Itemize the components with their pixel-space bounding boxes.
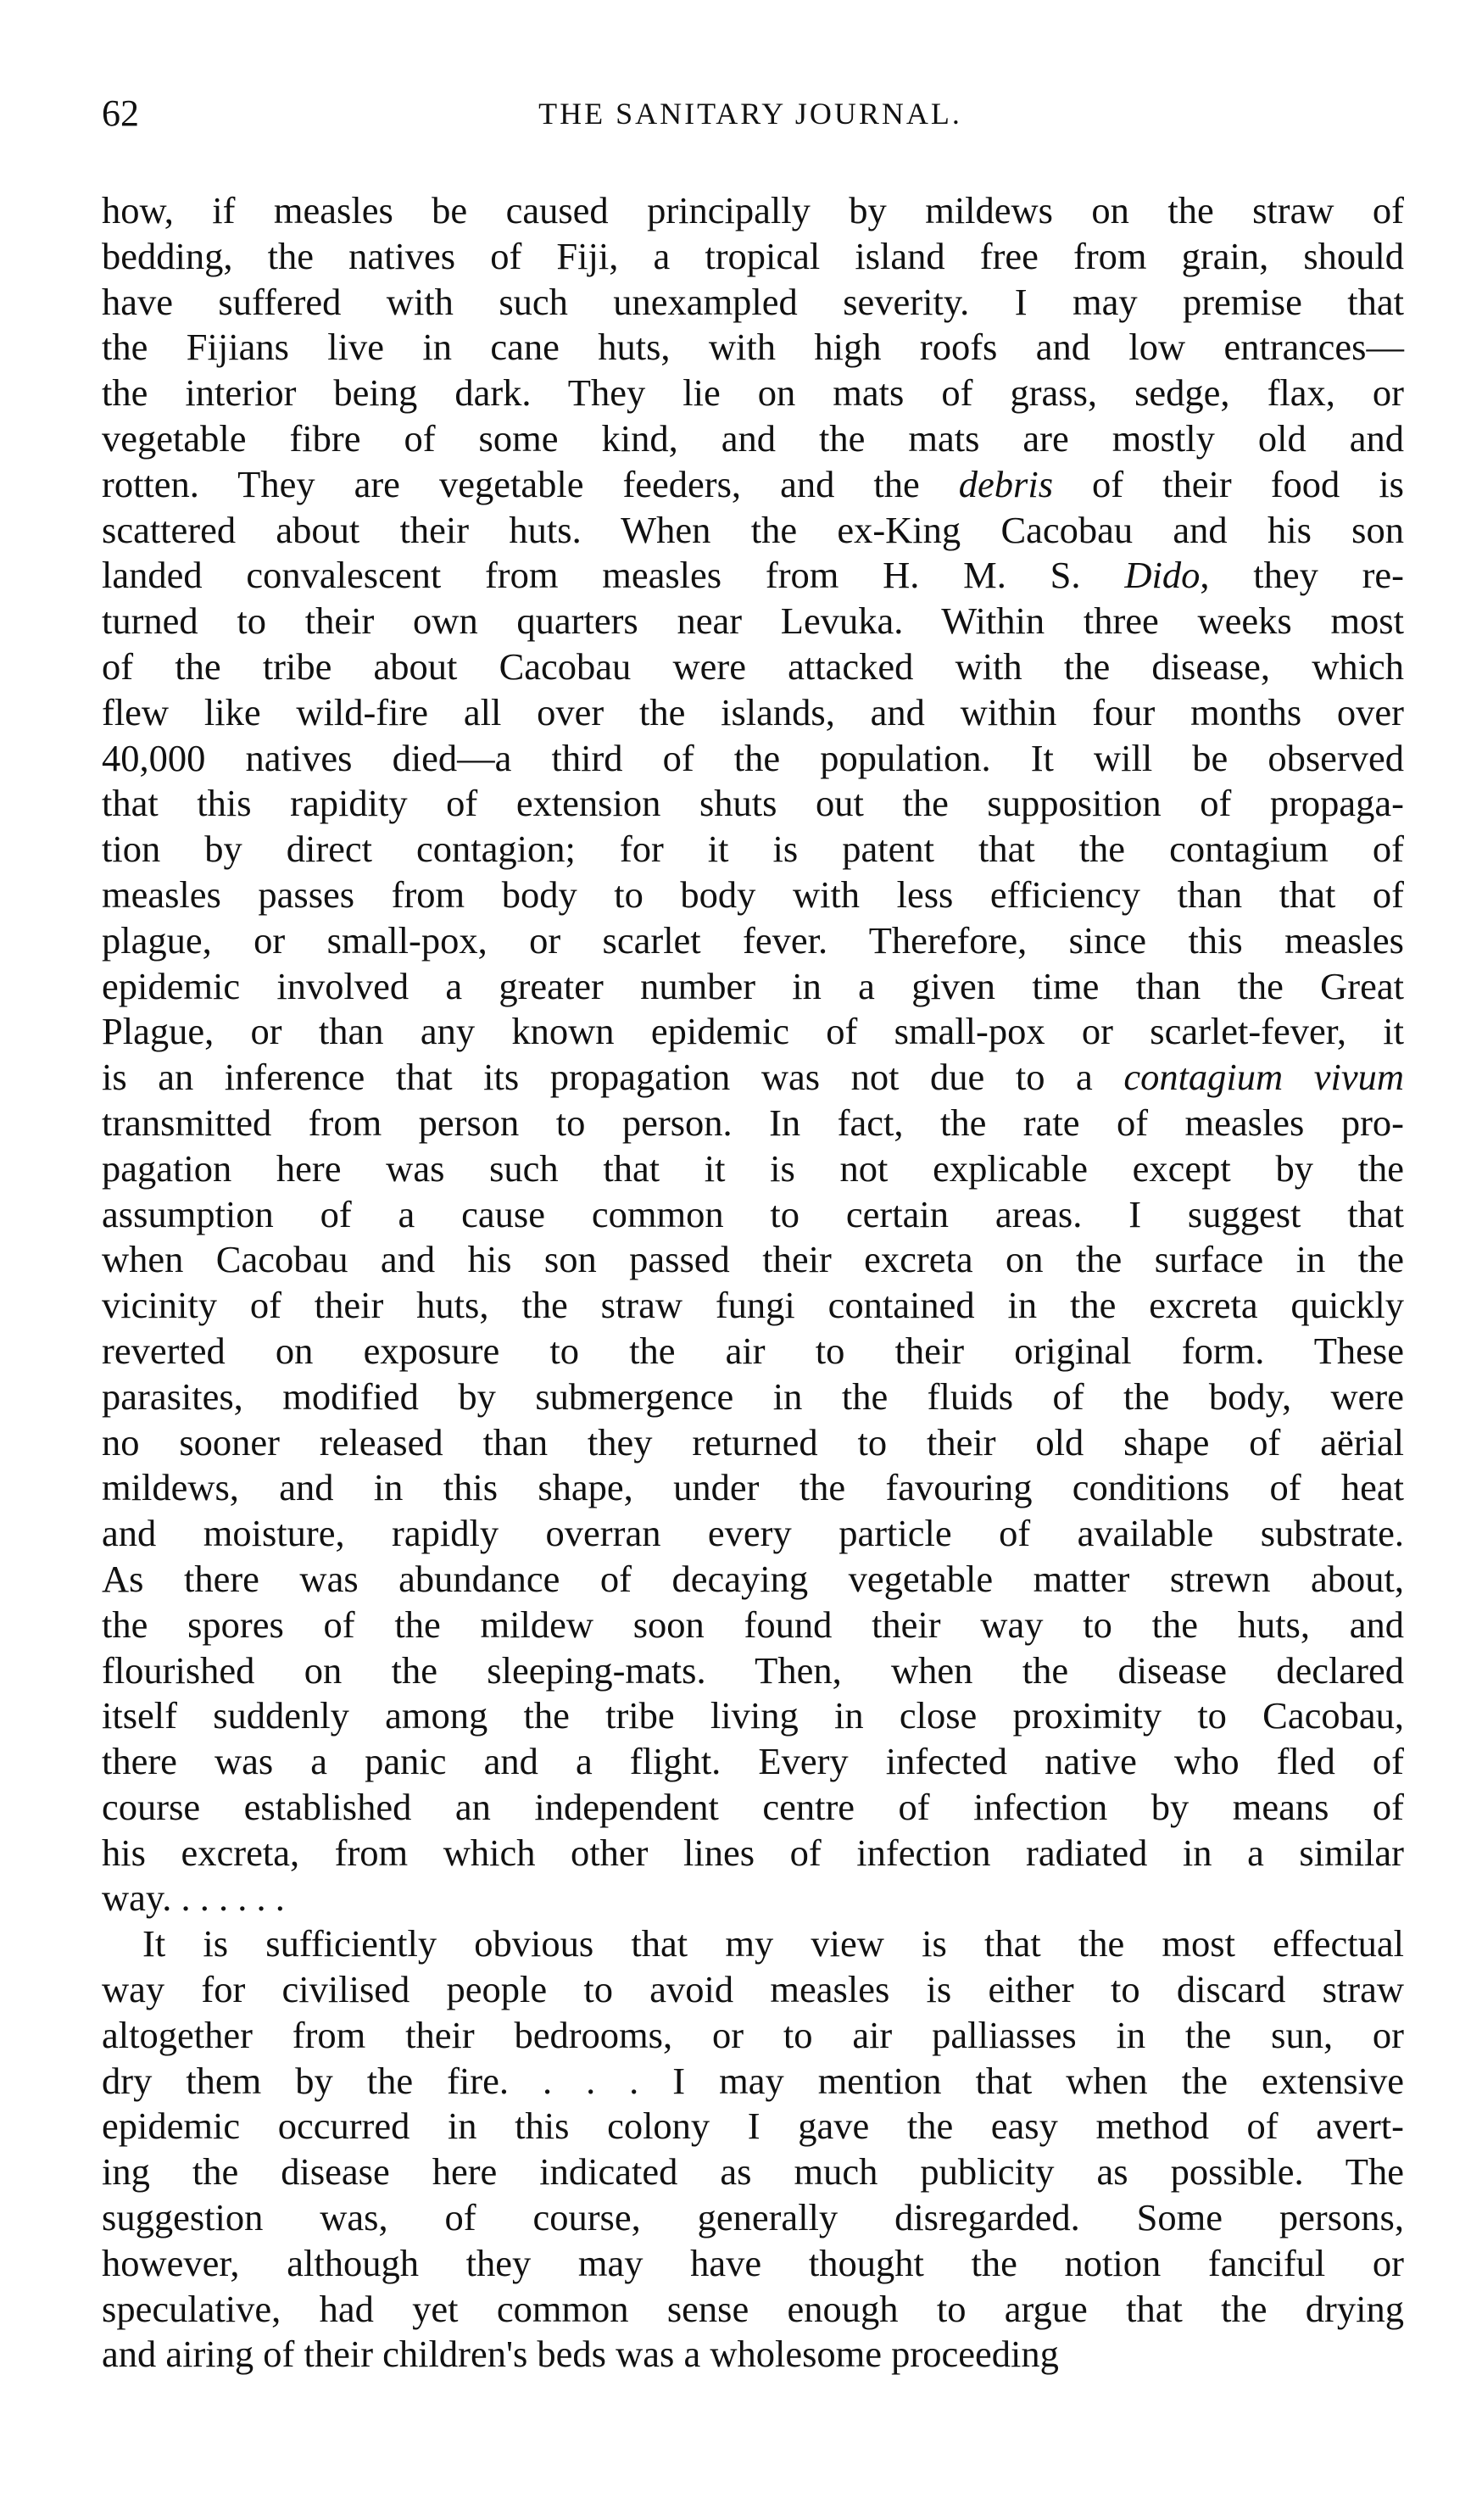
text-line: tion by direct contagion; for it is patent that the contagium of xyxy=(102,828,1404,871)
text-line: course established an independent centre of infection by means of xyxy=(102,1785,1404,1828)
text-line: reverted on exposure to the air to their original form. These xyxy=(102,1329,1404,1372)
text-line: of the tribe about Cacobau were attacked with the disease, which xyxy=(102,644,1404,688)
text-line: have suffered with such unexampled severity. I may premise that xyxy=(102,280,1404,323)
text-line: mildews, and in this shape, under the favouring conditions of heat xyxy=(102,1466,1404,1509)
text-line: the spores of the mildew soon found their way to the huts, and xyxy=(102,1603,1404,1646)
page-number: 62 xyxy=(102,92,139,134)
text-line: itself suddenly among the tribe living in close proximity to Cacobau, xyxy=(102,1694,1404,1737)
text-line: and airing of their children's beds was a wholesome proceeding xyxy=(102,2333,1059,2376)
text-line: suggestion was, of course, generally disregarded. Some persons, xyxy=(102,2196,1404,2239)
text-line: flew like wild-fire all over the islands, and within four months over xyxy=(102,690,1404,733)
journal-title: THE SANITARY JOURNAL. xyxy=(538,97,962,131)
text-line: turned to their own quarters near Levuka. Within three weeks most xyxy=(102,599,1404,643)
text-line: vicinity of their huts, the straw fungi contained in the excreta quickly xyxy=(102,1284,1404,1327)
text-line: parasites, modified by submergence in the fluids of the body, were xyxy=(102,1374,1404,1418)
text-line: measles passes from body to body with less efficiency than that of xyxy=(102,873,1404,916)
text-line: pagation here was such that it is not explicable except by the xyxy=(102,1146,1404,1190)
text-line: how, if measles be caused principally by mildews on the straw of xyxy=(102,189,1404,231)
text-line: when Cacobau and his son passed their excreta on the surface in the xyxy=(102,1238,1404,1281)
text-line: there was a panic and a flight. Every infected native who fled of xyxy=(102,1740,1404,1783)
text-line: and moisture, rapidly overran every particle of available substrate. xyxy=(102,1512,1404,1555)
text-line: however, although they may have thought the notion fanciful or xyxy=(102,2241,1404,2284)
text-line: assumption of a cause common to certain areas. I suggest that xyxy=(102,1192,1404,1235)
text-line: plague, or small-pox, or scarlet fever. Therefore, since this measles xyxy=(102,918,1404,962)
text-line: It is sufficiently obvious that my view is that the most effectual xyxy=(142,1922,1404,1965)
running-head xyxy=(102,88,1399,139)
text-line: transmitted from person to person. In fact, the rate of measles pro- xyxy=(102,1101,1404,1144)
text-line: scattered about their huts. When the ex-King Cacobau and his son xyxy=(102,508,1404,551)
text-line: dry them by the fire. . . . I may mention that when the extensive xyxy=(102,2059,1404,2102)
text-line: way. . . . . . . xyxy=(102,1876,285,1920)
text-line: the Fijians live in cane huts, with high roofs and low entrances— xyxy=(102,326,1404,369)
text-line: that this rapidity of extension shuts out the supposition of propaga- xyxy=(102,782,1404,825)
text-line: vegetable fibre of some kind, and the mats are mostly old and xyxy=(102,416,1404,460)
text-line: speculative, had yet common sense enough to argue that the drying xyxy=(102,2287,1404,2330)
text-line: is an inference that its propagation was not due to a contagium vivum xyxy=(102,1056,1404,1099)
text-line: ing the disease here indicated as much publicity as possible. The xyxy=(102,2150,1404,2194)
body-text xyxy=(102,188,1404,2378)
text-line: landed convalescent from measles from H. M. S. Dido, they re- xyxy=(102,554,1404,597)
text-line: no sooner released than they returned to their old shape of aërial xyxy=(102,1420,1404,1463)
text-line: altogether from their bedrooms, or to air palliasses in the sun, or xyxy=(102,2013,1404,2056)
paragraph xyxy=(102,188,1404,1921)
text-line: bedding, the natives of Fiji, a tropical island free from grain, should xyxy=(102,234,1404,277)
text-line: epidemic involved a greater number in a given time than the Great xyxy=(102,964,1404,1007)
text-line: way for civilised people to avoid measles is either to discard straw xyxy=(102,1968,1404,2011)
paragraph xyxy=(102,1921,1404,2378)
text-line: flourished on the sleeping-mats. Then, when the disease declared xyxy=(102,1648,1404,1692)
text-line: his excreta, from which other lines of infection radiated in a similar xyxy=(102,1831,1404,1874)
text-line: Plague, or than any known epidemic of small-pox or scarlet-fever, it xyxy=(102,1010,1404,1053)
text-line: epidemic occurred in this colony I gave the easy method of avert- xyxy=(102,2105,1404,2148)
text-line: 40,000 natives died—a third of the population. It will be observed xyxy=(102,736,1404,779)
text-line: As there was abundance of decaying vegetable matter strewn about, xyxy=(102,1557,1404,1600)
text-line: the interior being dark. They lie on mats of grass, sedge, flax, or xyxy=(102,371,1404,415)
text-line: rotten. They are vegetable feeders, and the debris of their food is xyxy=(102,462,1404,505)
